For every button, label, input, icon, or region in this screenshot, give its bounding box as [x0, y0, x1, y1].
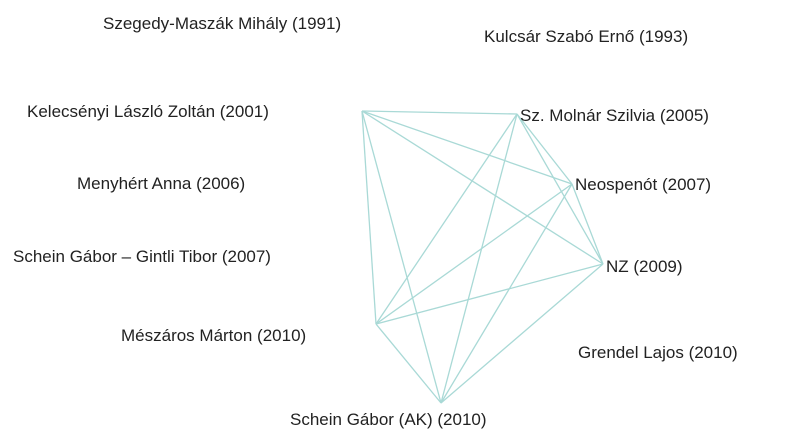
node-label-kelecsenyi: Kelecsényi László Zoltán (2001)	[27, 102, 269, 121]
node-label-grendel: Grendel Lajos (2010)	[578, 343, 738, 362]
node-label-kulcsar-szabo: Kulcsár Szabó Ernő (1993)	[484, 27, 689, 46]
node-label-nz: NZ (2009)	[606, 257, 683, 276]
node-label-szegedy-maszak: Szegedy-Maszák Mihály (1991)	[103, 14, 342, 33]
edge-n3-n9	[362, 111, 376, 324]
edge-n4-n11	[441, 114, 517, 403]
node-label-sz-molnar: Sz. Molnár Szilvia (2005)	[520, 106, 709, 125]
node-label-menyhert: Menyhért Anna (2006)	[77, 174, 246, 193]
edge-n6-n11	[441, 184, 572, 403]
node-label-neospenot: Neospenót (2007)	[575, 175, 712, 194]
edge-n3-n4	[362, 111, 517, 114]
node-label-meszaros: Mészáros Márton (2010)	[121, 326, 307, 345]
edge-n9-n11	[376, 324, 441, 403]
edge-n6-n8	[572, 184, 603, 264]
edges-group	[362, 111, 603, 403]
edge-n3-n11	[362, 111, 441, 403]
node-label-schein-gintli: Schein Gábor – Gintli Tibor (2007)	[13, 247, 271, 266]
edge-n6-n9	[376, 184, 572, 324]
node-label-schein-ak: Schein Gábor (AK) (2010)	[290, 410, 487, 429]
